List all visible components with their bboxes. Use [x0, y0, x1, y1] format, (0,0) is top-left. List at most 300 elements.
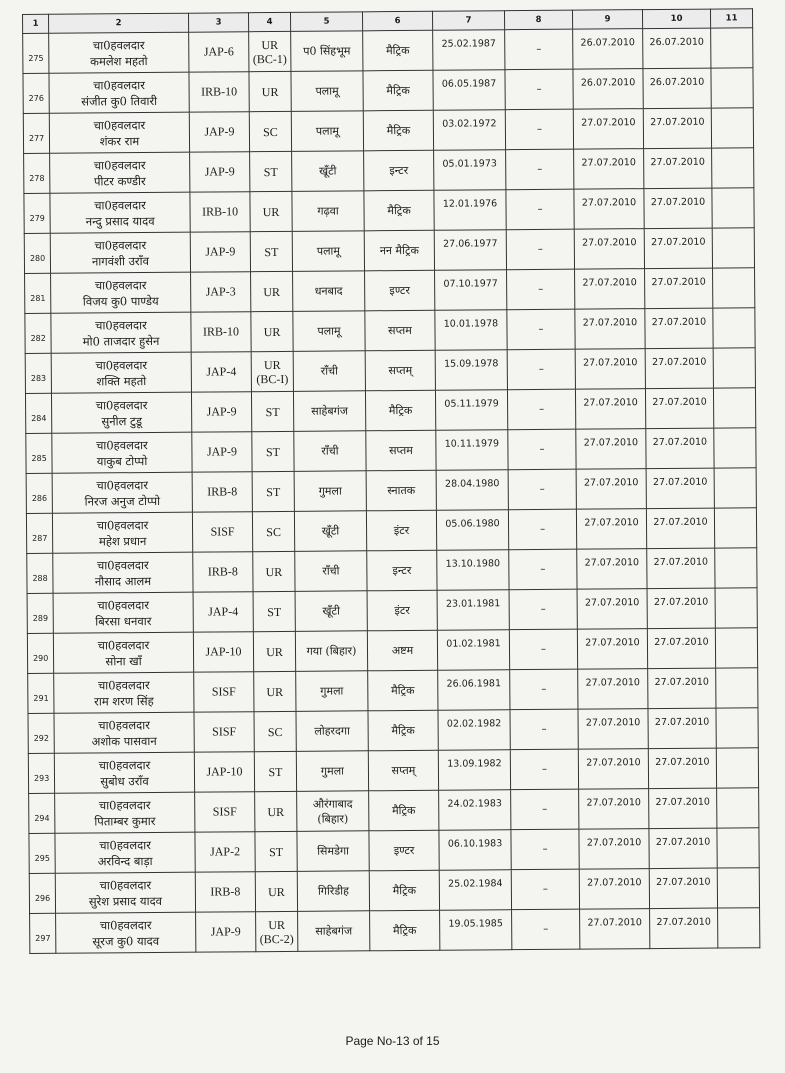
person-name: विजय कु0 पाण्डेय [82, 293, 159, 309]
serial-number-cell: 283 [25, 353, 51, 393]
rank-name-cell [51, 312, 191, 353]
serial-number-cell: 278 [24, 153, 50, 193]
category-cell: SC [249, 111, 291, 151]
column-header: 2 [49, 13, 189, 33]
date-col10-cell: 27.07.2010 [644, 188, 712, 229]
district-cell: साहेबगंज [298, 911, 370, 952]
serial-number-cell: 294 [29, 793, 55, 833]
person-name: अरविन्द बाड़ा [97, 853, 153, 868]
category-cell: SC [254, 711, 296, 751]
date-col9-cell: 27.07.2010 [578, 669, 648, 710]
birth-date-cell: 15.09.1978 [435, 350, 507, 391]
education-cell: मैट्रिक [368, 710, 438, 751]
date-col10-cell: 27.07.2010 [643, 108, 711, 149]
unit-cell: SISF [192, 512, 252, 552]
category-cell: UR (BC-1) [249, 31, 291, 71]
rank-name-cell [53, 632, 193, 673]
rank-label: चा0हवलदार [95, 397, 148, 412]
date-col10-cell: 27.07.2010 [644, 228, 712, 269]
birth-date-cell: 23.01.1981 [437, 590, 509, 631]
rank-label: चा0हवलदार [93, 157, 146, 172]
col8-cell: – [511, 829, 579, 870]
unit-cell: JAP-6 [189, 32, 249, 72]
rank-label: चा0हवलदार [99, 917, 152, 932]
education-cell: सप्तम् [365, 350, 435, 391]
birth-date-cell: 10.11.1979 [436, 430, 508, 471]
district-cell: लोहरदगा [296, 711, 368, 752]
col8-cell: – [511, 869, 579, 910]
table-row [23, 68, 753, 114]
rank-label: चा0हवलदार [94, 277, 147, 292]
district-cell: प0 सिंहभूम [291, 31, 363, 72]
date-col9-cell: 27.07.2010 [575, 349, 645, 390]
col11-cell [713, 268, 755, 308]
col8-cell: – [509, 589, 577, 630]
col8-cell: – [511, 789, 579, 830]
col8-cell: – [506, 149, 574, 190]
person-name: सुबोध उराँव [100, 773, 149, 788]
serial-number-cell: 285 [26, 433, 52, 473]
rank-name-cell [50, 192, 190, 233]
rank-name-cell [50, 152, 190, 193]
col11-cell [712, 188, 754, 228]
serial-number-cell: 276 [23, 73, 49, 113]
education-cell: स्नातक [366, 470, 436, 511]
person-name: बिरसा धनवार [95, 613, 152, 628]
table-row [26, 428, 756, 474]
date-col9-cell: 27.07.2010 [577, 629, 647, 670]
district-cell: खूँटी [295, 591, 367, 632]
table-row [23, 28, 753, 74]
col8-cell: – [512, 909, 580, 950]
col11-cell [717, 788, 759, 828]
column-header: 5 [290, 12, 362, 32]
category-cell: ST [252, 431, 294, 471]
district-cell: साहेबगंज [293, 391, 365, 432]
col11-cell [714, 468, 756, 508]
birth-date-cell: 13.10.1980 [437, 550, 509, 591]
birth-date-cell: 06.10.1983 [439, 830, 511, 871]
person-name: याकुब टोप्पो [96, 453, 148, 468]
rank-name-cell [51, 352, 191, 393]
person-name: राम शरण सिंह [94, 693, 154, 708]
rank-name-cell [50, 232, 190, 273]
rank-label: चा0हवलदार [96, 557, 149, 572]
person-name: सोना खाँ [105, 653, 142, 668]
col8-cell: – [508, 509, 576, 550]
rank-name-cell [55, 832, 195, 873]
col11-cell [716, 668, 758, 708]
unit-cell: IRB-10 [191, 312, 251, 352]
unit-cell: JAP-4 [191, 352, 251, 392]
category-cell: UR [253, 631, 295, 671]
birth-date-cell: 19.05.1985 [440, 910, 512, 951]
table-row [27, 588, 757, 634]
rank-label: चा0हवलदार [98, 757, 151, 772]
district-cell: पलामू [293, 311, 365, 352]
column-header: 8 [504, 10, 572, 30]
birth-date-cell: 13.09.1982 [438, 750, 510, 791]
page-number: Page No-13 of 15 [345, 1034, 440, 1048]
col11-cell [715, 628, 757, 668]
column-header: 10 [642, 9, 710, 29]
date-col9-cell: 27.07.2010 [576, 509, 646, 550]
serial-number-cell: 288 [27, 553, 53, 593]
birth-date-cell: 12.01.1976 [434, 190, 506, 231]
birth-date-cell: 25.02.1987 [433, 30, 505, 71]
serial-number-cell: 292 [28, 713, 54, 753]
date-col9-cell: 27.07.2010 [579, 869, 649, 910]
rank-name-cell [53, 592, 193, 633]
unit-cell: JAP-2 [195, 832, 255, 872]
person-name: पीटर कण्डीर [93, 173, 146, 188]
col8-cell: – [508, 429, 576, 470]
category-cell: ST [253, 591, 295, 631]
education-cell: मैट्रिक [363, 30, 433, 71]
date-col9-cell: 27.07.2010 [576, 429, 646, 470]
category-cell: UR [250, 191, 292, 231]
column-header: 3 [188, 13, 248, 32]
col11-cell [715, 548, 757, 588]
education-cell: मैट्रिक [365, 390, 435, 431]
serial-number-cell: 293 [28, 753, 54, 793]
col8-cell: – [507, 349, 575, 390]
date-col10-cell: 27.07.2010 [650, 908, 718, 949]
date-col9-cell: 27.07.2010 [574, 229, 644, 270]
unit-cell: JAP-10 [193, 632, 253, 672]
rank-name-cell [54, 752, 194, 793]
education-cell: इन्टर [367, 550, 437, 591]
col8-cell: – [507, 269, 575, 310]
rank-label: चा0हवलदार [93, 77, 145, 92]
col8-cell: – [506, 229, 574, 270]
district-cell: औरंगाबाद (बिहार) [297, 791, 369, 832]
category-cell: ST [251, 391, 293, 431]
unit-cell: JAP-9 [196, 912, 256, 952]
person-name: सुरेश प्रसाद यादव [88, 893, 163, 909]
person-name: मो0 ताजदार हुसेन [82, 333, 160, 349]
person-name: पिताम्बर कुमार [94, 813, 156, 828]
serial-number-cell: 287 [26, 513, 52, 553]
date-col10-cell: 27.07.2010 [645, 388, 713, 429]
col8-cell: – [505, 109, 573, 150]
col11-cell [711, 68, 753, 108]
rank-label: चा0हवलदार [97, 677, 150, 692]
table-row [25, 348, 755, 394]
unit-cell: SISF [194, 712, 254, 752]
serial-number-cell: 291 [28, 673, 54, 713]
table-row [28, 708, 758, 754]
category-cell: ST [254, 751, 296, 791]
district-cell: खूँटी [292, 151, 364, 192]
col8-cell: – [507, 389, 575, 430]
education-cell: मैट्रिक [364, 190, 434, 231]
rank-label: चा0हवलदार [96, 477, 149, 492]
birth-date-cell: 07.10.1977 [435, 270, 507, 311]
birth-date-cell: 10.01.1978 [435, 310, 507, 351]
district-cell: गया (बिहार) [295, 631, 367, 672]
col11-cell [711, 28, 753, 68]
education-cell: मैट्रिक [370, 910, 440, 951]
birth-date-cell: 25.02.1984 [439, 870, 511, 911]
roster-sheet [22, 8, 759, 954]
person-name: सूरज कु0 यादव [92, 933, 160, 948]
birth-date-cell: 02.02.1982 [438, 710, 510, 751]
education-cell: सप्तम् [368, 750, 438, 791]
district-cell: पलामू [291, 111, 363, 152]
date-col10-cell: 27.07.2010 [649, 828, 717, 869]
col11-cell [715, 588, 757, 628]
district-cell: राँची [295, 551, 367, 592]
category-cell: ST [255, 831, 297, 871]
person-name: निरज अनुज टोप्पो [84, 493, 161, 509]
unit-cell: IRB-10 [189, 72, 249, 112]
education-cell: सप्तम [366, 430, 436, 471]
rank-name-cell [56, 912, 196, 953]
category-cell: UR [255, 791, 297, 831]
rank-label: चा0हवलदार [94, 237, 147, 252]
table-row [23, 108, 753, 154]
education-cell: अष्टम [367, 630, 437, 671]
person-name: सुनील टुडू [101, 413, 143, 428]
date-col9-cell: 27.07.2010 [574, 189, 644, 230]
category-cell: ST [250, 231, 292, 271]
rank-label: चा0हवलदार [93, 117, 146, 132]
col11-cell [717, 868, 759, 908]
district-cell: गुमला [294, 471, 366, 512]
district-cell: खूँटी [294, 511, 366, 552]
col11-cell [711, 108, 753, 148]
col8-cell: – [510, 669, 578, 710]
birth-date-cell: 24.02.1983 [439, 790, 511, 831]
col8-cell: – [510, 709, 578, 750]
column-header: 11 [710, 9, 752, 28]
table-row [24, 188, 754, 234]
date-col10-cell: 27.07.2010 [647, 588, 715, 629]
district-cell: राँची [294, 431, 366, 472]
rank-name-cell [54, 672, 194, 713]
col8-cell: – [505, 29, 573, 70]
table-row [29, 868, 759, 914]
column-header: 1 [23, 14, 49, 33]
serial-number-cell: 296 [29, 873, 55, 913]
unit-cell: JAP-4 [193, 592, 253, 632]
col8-cell: – [509, 629, 577, 670]
unit-cell: IRB-8 [193, 552, 253, 592]
education-cell: इंटर [366, 510, 436, 551]
person-name: नौसाद आलम [94, 573, 152, 588]
category-cell: UR [251, 311, 293, 351]
column-header: 4 [248, 12, 290, 31]
person-name: शंकर राम [99, 133, 140, 148]
col11-cell [712, 148, 754, 188]
date-col10-cell: 27.07.2010 [645, 268, 713, 309]
date-col10-cell: 27.07.2010 [646, 468, 714, 509]
serial-number-cell: 275 [23, 33, 49, 73]
education-cell: इण्टर [369, 830, 439, 871]
col8-cell: – [507, 309, 575, 350]
education-cell: नन मैट्रिक [364, 230, 434, 271]
col11-cell [714, 428, 756, 468]
date-col9-cell: 27.07.2010 [579, 789, 649, 830]
date-col10-cell: 27.07.2010 [645, 348, 713, 389]
col11-cell [717, 828, 759, 868]
person-name: अशोक पासवान [91, 733, 157, 748]
date-col9-cell: 27.07.2010 [575, 309, 645, 350]
serial-number-cell: 284 [25, 393, 51, 433]
person-name: नन्दु प्रसाद यादव [85, 213, 155, 229]
education-cell: मैट्रिक [368, 670, 438, 711]
category-cell: UR [254, 671, 296, 711]
date-col10-cell: 27.07.2010 [648, 668, 716, 709]
date-col10-cell: 27.07.2010 [647, 548, 715, 589]
rank-label: चा0हवलदार [96, 517, 149, 532]
unit-cell: JAP-10 [194, 752, 254, 792]
table-row [25, 268, 755, 314]
birth-date-cell: 28.04.1980 [436, 470, 508, 511]
education-cell: मैट्रिक [363, 70, 433, 111]
category-cell: UR [255, 871, 297, 911]
column-header: 7 [432, 11, 504, 31]
unit-cell: IRB-8 [192, 472, 252, 512]
date-col9-cell: 26.07.2010 [573, 69, 643, 110]
rank-label: चा0हवलदार [97, 597, 150, 612]
date-col10-cell: 27.07.2010 [648, 748, 716, 789]
date-col9-cell: 27.07.2010 [578, 749, 648, 790]
unit-cell: JAP-9 [190, 232, 250, 272]
table-row [26, 508, 756, 554]
serial-number-cell: 297 [30, 913, 56, 953]
table-row [25, 388, 755, 434]
date-col10-cell: 27.07.2010 [646, 508, 714, 549]
date-col10-cell: 26.07.2010 [643, 28, 711, 69]
date-col9-cell: 27.07.2010 [579, 829, 649, 870]
serial-number-cell: 281 [25, 273, 51, 313]
birth-date-cell: 05.11.1979 [435, 390, 507, 431]
education-cell: इन्टर [364, 150, 434, 191]
birth-date-cell: 06.05.1987 [433, 70, 505, 111]
date-col9-cell: 27.07.2010 [575, 269, 645, 310]
date-col9-cell: 27.07.2010 [573, 109, 643, 150]
rank-name-cell [55, 872, 195, 913]
col11-cell [714, 508, 756, 548]
table-row [30, 908, 760, 954]
unit-cell: JAP-9 [189, 112, 249, 152]
table-row [24, 228, 754, 274]
rank-name-cell [51, 392, 191, 433]
birth-date-cell: 05.06.1980 [436, 510, 508, 551]
rank-name-cell [49, 112, 189, 153]
personnel-table [22, 8, 760, 954]
person-name: महेश प्रधान [98, 533, 147, 548]
category-cell: UR (BC-2) [256, 911, 298, 951]
rank-label: चा0हवलदार [99, 837, 151, 852]
unit-cell: IRB-8 [195, 872, 255, 912]
col8-cell: – [505, 69, 573, 110]
date-col9-cell: 27.07.2010 [578, 709, 648, 750]
col8-cell: – [508, 469, 576, 510]
col11-cell [713, 388, 755, 428]
date-col9-cell: 27.07.2010 [575, 389, 645, 430]
serial-number-cell: 286 [26, 473, 52, 513]
table-row [29, 828, 759, 874]
date-col10-cell: 27.07.2010 [644, 148, 712, 189]
column-header: 6 [362, 11, 432, 31]
rank-name-cell [54, 712, 194, 753]
date-col9-cell: 27.07.2010 [580, 909, 650, 950]
serial-number-cell: 279 [24, 193, 50, 233]
category-cell: UR [253, 551, 295, 591]
unit-cell: SISF [194, 672, 254, 712]
col8-cell: – [509, 549, 577, 590]
district-cell: राँची [293, 351, 365, 392]
col11-cell [713, 348, 755, 388]
rank-name-cell [52, 512, 192, 553]
unit-cell: JAP-9 [192, 432, 252, 472]
category-cell: SC [252, 511, 294, 551]
category-cell: UR [249, 71, 291, 111]
rank-label: चा0हवलदार [95, 357, 148, 372]
rank-label: चा0हवलदार [92, 37, 145, 52]
table-row [24, 148, 754, 194]
serial-number-cell: 289 [27, 593, 53, 633]
rank-label: चा0हवलदार [95, 437, 148, 452]
district-cell: गिरिडीह [297, 871, 369, 912]
col11-cell [716, 748, 758, 788]
rank-name-cell [53, 552, 193, 593]
education-cell: मैट्रिक [369, 790, 439, 831]
date-col9-cell: 26.07.2010 [573, 29, 643, 70]
rank-name-cell [49, 72, 189, 113]
date-col10-cell: 26.07.2010 [643, 68, 711, 109]
rank-name-cell [49, 32, 189, 73]
date-col10-cell: 27.07.2010 [649, 788, 717, 829]
unit-cell: IRB-10 [190, 192, 250, 232]
rank-name-cell [51, 272, 191, 313]
district-cell: गढ़वा [292, 191, 364, 232]
rank-label: चा0हवलदार [98, 797, 151, 812]
rank-label: चा0हवलदार [95, 317, 147, 332]
unit-cell: JAP-3 [191, 272, 251, 312]
rank-label: चा0हवलदार [94, 197, 146, 212]
date-col9-cell: 27.07.2010 [574, 149, 644, 190]
table-row [26, 468, 756, 514]
serial-number-cell: 280 [24, 233, 50, 273]
date-col10-cell: 27.07.2010 [645, 308, 713, 349]
rank-name-cell [52, 472, 192, 513]
col11-cell [718, 908, 760, 948]
date-col10-cell: 27.07.2010 [647, 628, 715, 669]
education-cell: इंटर [367, 590, 437, 631]
date-col10-cell: 27.07.2010 [649, 868, 717, 909]
serial-number-cell: 282 [25, 313, 51, 353]
unit-cell: JAP-9 [190, 152, 250, 192]
birth-date-cell: 01.02.1981 [437, 630, 509, 671]
column-header: 9 [572, 10, 642, 30]
col11-cell [713, 308, 755, 348]
person-name: कमलेश महतो [90, 53, 148, 68]
date-col10-cell: 27.07.2010 [646, 428, 714, 469]
table-body [23, 28, 760, 954]
birth-date-cell: 05.01.1973 [434, 150, 506, 191]
category-cell: UR (BC-I) [251, 351, 293, 391]
rank-label: चा0हवलदार [99, 877, 152, 892]
education-cell: इण्टर [365, 270, 435, 311]
rank-label: चा0हवलदार [98, 717, 150, 732]
birth-date-cell: 03.02.1972 [433, 110, 505, 151]
serial-number-cell: 277 [23, 113, 49, 153]
category-cell: ST [252, 471, 294, 511]
